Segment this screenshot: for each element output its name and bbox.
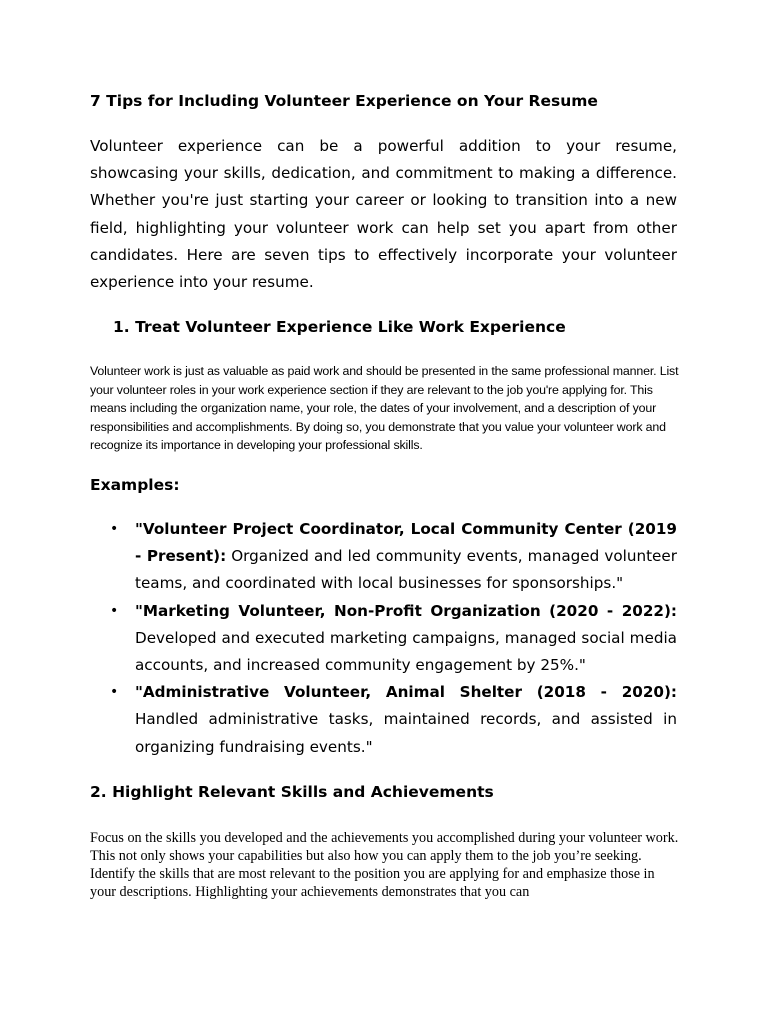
bullet-icon: • [110,602,119,619]
example-text: Handled administrative tasks, maintained records, and assisted in organizing fundraising events." [135,710,677,756]
example-title: "Volunteer Project Coordinator, Local Community Center (2019 - Present): [135,520,677,566]
list-item [90,598,677,680]
bullet-icon: • [110,521,119,537]
intro-paragraph: Volunteer experience can be a powerful addition to your resume, showcasing your skills, dedication, and commitment to making a difference. Whether you're just starting your career or looking to transition into a new field, highlighting your volunteer work can help set you apart from other candidates. Here are seven tips to effectively incorporate your volunteer experience into your resume. [90,137,677,292]
list-item [90,679,677,761]
bullet-icon: • [110,684,119,701]
example-text: Organized and led community events, managed volunteer teams, and coordinated with local businesses for sponsorships." [135,547,677,593]
example-title: "Marketing Volunteer, Non-Profit Organization (2020 - 2022): [135,601,677,620]
example-text: Developed and executed marketing campaigns, managed social media accounts, and increased community engagement by 25%." [135,628,677,675]
section-2-body: Focus on the skills you developed and the achievements you accomplished during your volunteer work. This not only shows your capabilities but also how you can apply them to the job you’re seeking. Identify the skills that are most relevant to the position you are applying for and emphasize those in your descriptions. Highlighting your achievements demonstrates that you can [90,830,679,900]
section-1-heading: 1. Treat Volunteer Experience Like Work Experience [113,318,566,336]
section-1-body: Volunteer work is just as valuable as paid work and should be presented in the same professional manner. List your volunteer roles in your work experience section if they are relevant to the job you're applying for. This means including the organization name, your role, the dates of your involvement, and a description of your responsibilities and accomplishments. By doing so, you demonstrate that you value your volunteer work and recognize its importance in developing your professional skills. [90,364,679,453]
list-item [90,516,677,598]
examples-list [90,516,677,761]
document-title: 7 Tips for Including Volunteer Experience on Your Resume [90,92,598,110]
example-title: "Administrative Volunteer, Animal Shelter (2018 - 2020): [135,683,677,702]
examples-label: Examples: [90,476,180,494]
section-2-heading: 2. Highlight Relevant Skills and Achievements [90,783,494,801]
